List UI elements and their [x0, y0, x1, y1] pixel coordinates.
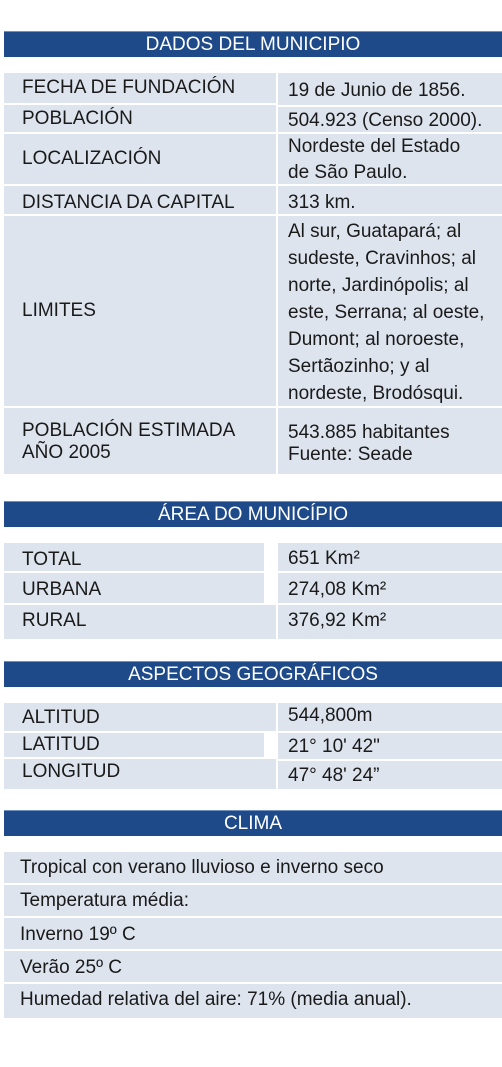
- label-poblacion-estimada-line: POBLACIÓN ESTIMADA: [22, 420, 236, 441]
- clima-line: Verão 25º C: [4, 951, 502, 982]
- label-altitud: ALTITUD: [4, 703, 276, 731]
- label-total: TOTAL: [4, 543, 264, 571]
- label-localizacion-text: LOCALIZACIÓN: [22, 148, 162, 169]
- value-altitud: 544,800m: [278, 703, 502, 731]
- value-longitud: 47° 48' 24”: [278, 761, 502, 789]
- value-limites-line: norte, Jardinópolis; al: [288, 275, 469, 296]
- label-longitud: LONGITUD: [4, 759, 276, 789]
- value-limites: [278, 216, 502, 406]
- value-rural: 376,92 Km²: [278, 605, 502, 639]
- value-localizacion: [278, 134, 502, 184]
- label-limites: [4, 216, 276, 406]
- value-localizacion-line: Nordeste del Estado: [288, 136, 461, 157]
- label-poblacion-estimada-line: AÑO 2005: [22, 442, 111, 463]
- section-header-aspectos: ASPECTOS GEOGRÁFICOS: [4, 661, 502, 687]
- label-distancia: DISTANCIA DA CAPITAL: [4, 186, 276, 214]
- value-poblacion-estimada: [278, 408, 502, 474]
- section-header-area: ÁREA DO MUNICÍPIO: [4, 501, 502, 527]
- value-poblacion-estimada-line: 543.885 habitantes: [288, 422, 450, 443]
- value-latitud: 21° 10' 42": [278, 733, 502, 759]
- label-limites-text: LIMITES: [22, 300, 96, 321]
- value-fundacion: 19 de Junio de 1856.: [278, 73, 502, 105]
- section-header-clima: CLIMA: [4, 810, 502, 836]
- value-limites-line: sudeste, Cravinhos; al: [288, 248, 476, 269]
- label-poblacion-estimada: [4, 408, 276, 474]
- clima-line: Inverno 19º C: [4, 918, 502, 949]
- label-fundacion: FECHA DE FUNDACIÓN: [4, 73, 276, 103]
- label-latitud: LATITUD: [4, 733, 264, 757]
- label-urbana: URBANA: [4, 573, 264, 603]
- value-limites-line: este, Serrana; al oeste,: [288, 302, 485, 323]
- section-header-dados: DADOS DEL MUNICIPIO: [4, 31, 502, 57]
- label-poblacion: POBLACIÓN: [4, 105, 276, 132]
- value-poblacion-estimada-line: Fuente: Seade: [288, 444, 413, 465]
- label-localizacion: [4, 134, 276, 184]
- value-distancia: 313 km.: [278, 186, 502, 214]
- clima-line: Humedad relativa del aire: 71% (media anual).: [4, 984, 502, 1018]
- clima-line: Tropical con verano lluvioso e inverno seco: [4, 852, 502, 883]
- value-total: 651 Km²: [278, 543, 502, 571]
- value-limites-line: nordeste, Brodósqui.: [288, 383, 464, 404]
- value-limites-line: Sertãozinho; y al: [288, 356, 430, 377]
- value-urbana: 274,08 Km²: [278, 573, 502, 603]
- value-poblacion: 504.923 (Censo 2000).: [278, 107, 502, 132]
- value-limites-line: Al sur, Guatapará; al: [288, 221, 462, 242]
- value-limites-line: Dumont; al noroeste,: [288, 329, 465, 350]
- value-localizacion-line: de São Paulo.: [288, 162, 408, 183]
- clima-line: Temperatura média:: [4, 885, 502, 916]
- label-rural: RURAL: [4, 605, 276, 639]
